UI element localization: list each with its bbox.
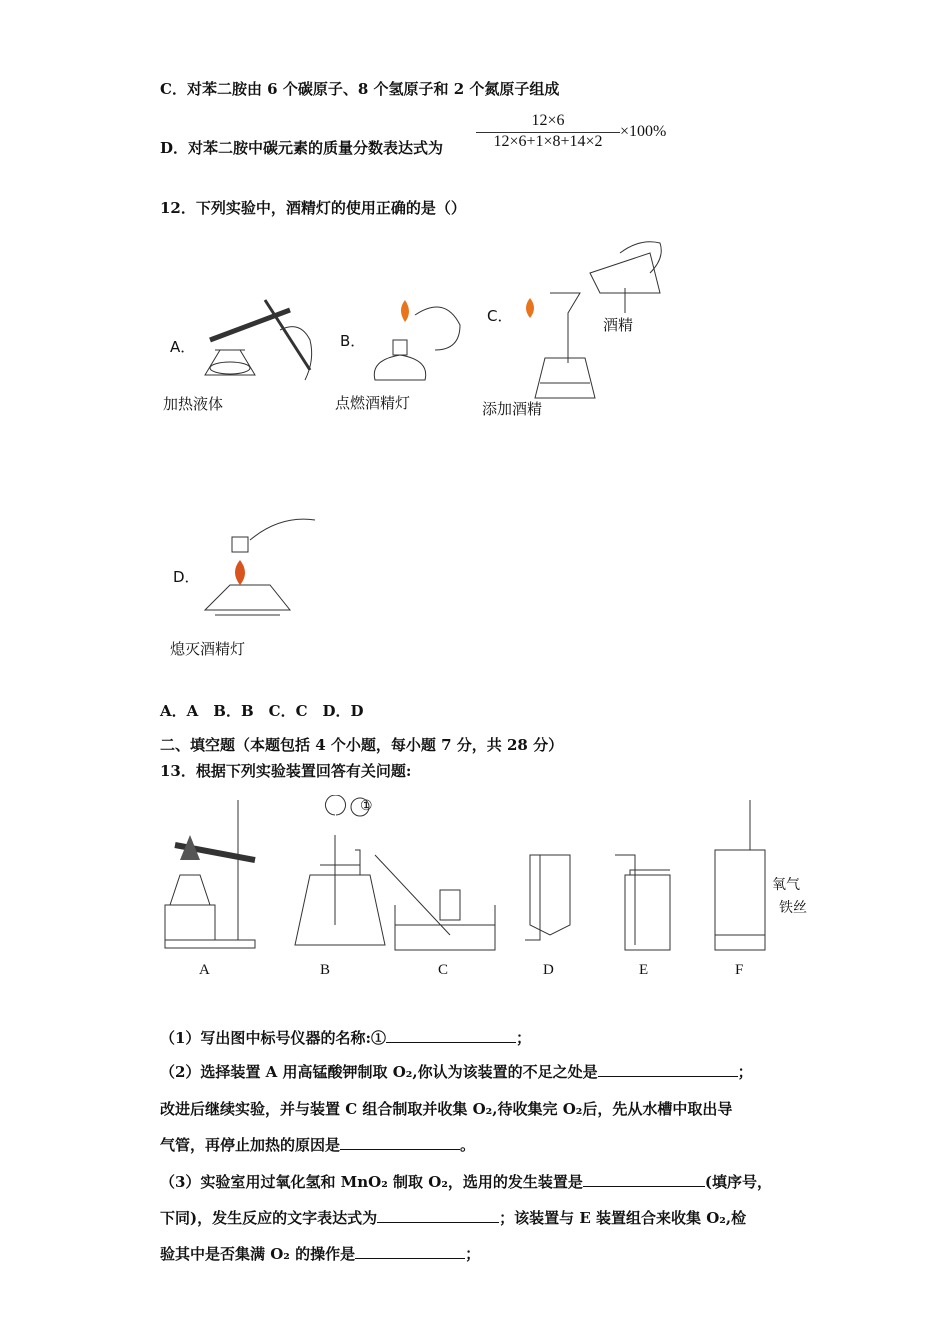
q12-stem: 12．下列实验中，酒精灯的使用正确的是（）: [160, 199, 466, 217]
q12-choices: A．A B．B C．C D．D: [160, 702, 364, 720]
q13-part2b: 改进后继续实验，并与装置 C 组合制取并收集 O₂,待收集完 O₂后，先从水槽中取出导: [160, 1100, 733, 1118]
fig-a-caption: 加热液体: [163, 395, 224, 413]
apparatus-figure: [160, 795, 820, 955]
q13-part2c: [160, 1134, 475, 1155]
answer-blank-6[interactable]: [355, 1244, 465, 1259]
apparatus-label-b: B: [320, 962, 331, 978]
answer-blank-4[interactable]: [583, 1172, 705, 1187]
q11-option-c: C．对苯二胺由 6 个碳原子、8 个氢原子和 2 个氮原子组成: [160, 80, 560, 98]
q11-option-d: D．对苯二胺中碳元素的质量分数表达式为: [160, 139, 444, 157]
apparatus-label-c: C: [438, 962, 449, 978]
apparatus-label-f: F: [735, 962, 744, 978]
formula-suffix: ×100%: [620, 123, 667, 140]
answer-blank-2[interactable]: [598, 1062, 738, 1077]
part1-end: ；: [515, 1029, 531, 1047]
figure-adding-alcohol: [510, 233, 670, 413]
formula-numerator: 12×6: [476, 112, 620, 133]
fig-b-caption: 点燃酒精灯: [335, 394, 411, 412]
q13-part1: [160, 1027, 531, 1048]
fig-d-caption: 熄灭酒精灯: [170, 640, 246, 658]
label-oxygen: 氧气: [772, 877, 800, 893]
fig-c-letter: C．: [487, 307, 513, 325]
formula-denominator: 12×6+1×8+14×2: [493, 133, 603, 150]
figure-extinguishing-lamp: [200, 515, 320, 635]
answer-blank-1[interactable]: [386, 1028, 516, 1043]
apparatus-label-e: E: [639, 962, 649, 978]
part3a-text: （3）实验室用过氧化氢和 MnO₂ 制取 O₂，选用的发生装置是: [160, 1173, 583, 1191]
answer-blank-3[interactable]: [340, 1135, 460, 1150]
part2c-text: 气管，再停止加热的原因是: [160, 1136, 341, 1154]
part3c-end: ；: [465, 1245, 481, 1263]
marker-1: ①: [360, 799, 373, 814]
label-iron-wire: 铁丝: [779, 900, 807, 916]
part2a-text: （2）选择装置 A 用高锰酸钾制取 O₂,你认为该装置的不足之处是: [160, 1063, 598, 1081]
q13-stem: 13．根据下列实验装置回答有关问题:: [160, 762, 412, 780]
fig-a-letter: A．: [170, 338, 196, 356]
fig-d-letter: D．: [173, 568, 200, 586]
part3b-text: 下同)，发生反应的文字表达式为: [160, 1209, 378, 1227]
part1-text: （1）写出图中标号仪器的名称:①: [160, 1029, 386, 1047]
answer-blank-5[interactable]: [377, 1208, 499, 1223]
part3b-end: ；该装置与 E 装置组合来收集 O₂,检: [499, 1209, 747, 1227]
part3a-end: (填序号，: [704, 1173, 772, 1191]
part3c-text: 验其中是否集满 O₂ 的操作是: [160, 1245, 356, 1263]
apparatus-label-d: D: [543, 962, 554, 978]
figure-lighting-lamp: [360, 285, 470, 395]
apparatus-label-a: A: [199, 962, 210, 978]
q13-part3c: [160, 1243, 480, 1264]
q13-part3a: [160, 1171, 772, 1192]
fig-b-letter: B．: [340, 332, 366, 350]
fig-c-caption: 添加酒精: [482, 400, 543, 418]
part2a-end: ；: [737, 1063, 753, 1081]
part2c-end: 。: [460, 1136, 476, 1154]
q13-part3b: [160, 1207, 746, 1228]
q13-part2a: [160, 1061, 753, 1082]
section-title: 二、填空题（本题包括 4 个小题，每小题 7 分，共 28 分）: [160, 736, 564, 754]
mass-fraction-formula: [476, 112, 620, 151]
fig-c-label: 酒精: [603, 316, 634, 334]
